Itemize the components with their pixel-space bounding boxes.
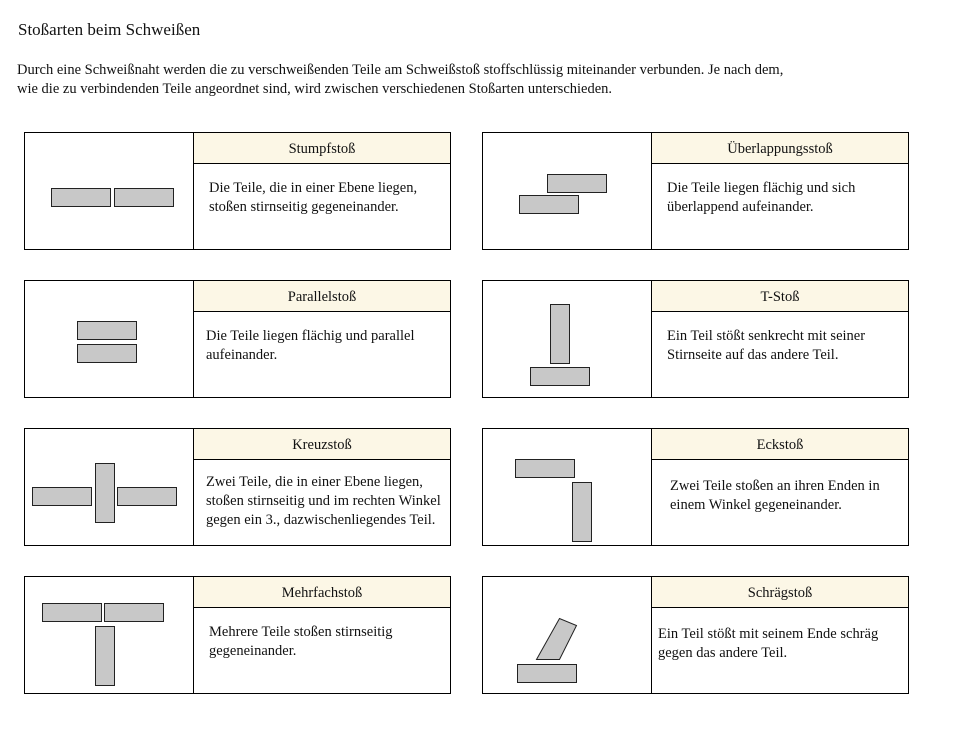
- part-base: [531, 368, 590, 386]
- figure-kreuzstoss: [25, 429, 194, 545]
- card-description: Zwei Teile, die in einer Ebene liegen, stoßen stirnseitig und im rechten Winkel gegen ein 3., dazwischenliegendes Teil.: [206, 474, 441, 528]
- figure-mehrfachstoss: [25, 577, 194, 693]
- card-description: Die Teile liegen flächig und sich überlappend aufeinander.: [667, 180, 856, 215]
- figure-parallelstoss: [25, 281, 194, 397]
- card-kreuzstoss: [24, 428, 451, 546]
- card-heading: Eckstoß: [652, 429, 908, 460]
- figure-t-stoss: [483, 281, 652, 397]
- card-heading: Kreuzstoß: [194, 429, 450, 460]
- figure-ueberlappungsstoss: [483, 133, 652, 249]
- part-left: [52, 189, 111, 207]
- part-vertical: [573, 483, 592, 542]
- figure-stumpfstoss: [25, 133, 194, 249]
- part-left: [33, 488, 92, 506]
- card-parallelstoss: [24, 280, 451, 398]
- part-top-left: [43, 604, 102, 622]
- card-t-stoss: [482, 280, 909, 398]
- eckstoss-diagram: [483, 429, 651, 545]
- part-lower: [78, 345, 137, 363]
- card-heading: Überlappungsstoß: [652, 133, 908, 164]
- part-horizontal: [516, 460, 575, 478]
- part-base: [518, 665, 577, 683]
- card-description: Die Teile, die in einer Ebene liegen, stoßen stirnseitig gegeneinander.: [209, 180, 418, 215]
- part-top-right: [105, 604, 164, 622]
- card-stumpfstoss: [24, 132, 451, 250]
- mehrfachstoss-diagram: [25, 577, 193, 693]
- stumpfstoss-diagram: [25, 133, 193, 249]
- part-top: [548, 175, 607, 193]
- figure-eckstoss: [483, 429, 652, 545]
- card-mehrfachstoss: [24, 576, 451, 694]
- intro-paragraph: Durch eine Schweißnaht werden die zu verschweißenden Teile am Schweißstoß stoffschlüssig miteinander verbunden. Je nach dem, wie die zu verbindenden Teile angeordnet sind, wird zwischen verschiedenen Stoßarten unterschieden.: [17, 62, 784, 97]
- card-heading: Stumpfstoß: [194, 133, 450, 164]
- part-bottom: [520, 196, 579, 214]
- part-right: [115, 189, 174, 207]
- part-vertical: [551, 305, 570, 364]
- card-eckstoss: [482, 428, 909, 546]
- figure-schraegstoss: [483, 577, 652, 693]
- card-heading: Schrägstoß: [652, 577, 908, 608]
- card-description: Ein Teil stößt mit seinem Ende schräg gegen das andere Teil.: [658, 626, 879, 661]
- card-description: Zwei Teile stoßen an ihren Enden in einem Winkel gegeneinander.: [670, 478, 880, 513]
- card-ueberlappungsstoss: [482, 132, 909, 250]
- schraegstoss-diagram: [483, 577, 651, 693]
- card-description: Ein Teil stößt senkrecht mit seiner Stirnseite auf das andere Teil.: [667, 328, 866, 363]
- card-schraegstoss: [482, 576, 909, 694]
- card-description: Die Teile liegen flächig und parallel aufeinander.: [206, 328, 415, 363]
- card-heading: T-Stoß: [652, 281, 908, 312]
- part-slanted: [537, 619, 577, 660]
- part-vertical: [96, 627, 115, 686]
- card-heading: Mehrfachstoß: [194, 577, 450, 608]
- part-right: [118, 488, 177, 506]
- parallelstoss-diagram: [25, 281, 193, 397]
- page-title: Stoßarten beim Schweißen: [18, 20, 201, 39]
- t-stoss-diagram: [483, 281, 651, 397]
- part-upper: [78, 322, 137, 340]
- card-description: Mehrere Teile stoßen stirnseitig gegeneinander.: [209, 624, 393, 659]
- kreuzstoss-diagram: [25, 429, 193, 545]
- part-middle: [96, 464, 115, 523]
- ueberlappungsstoss-diagram: [483, 133, 651, 249]
- card-heading: Parallelstoß: [194, 281, 450, 312]
